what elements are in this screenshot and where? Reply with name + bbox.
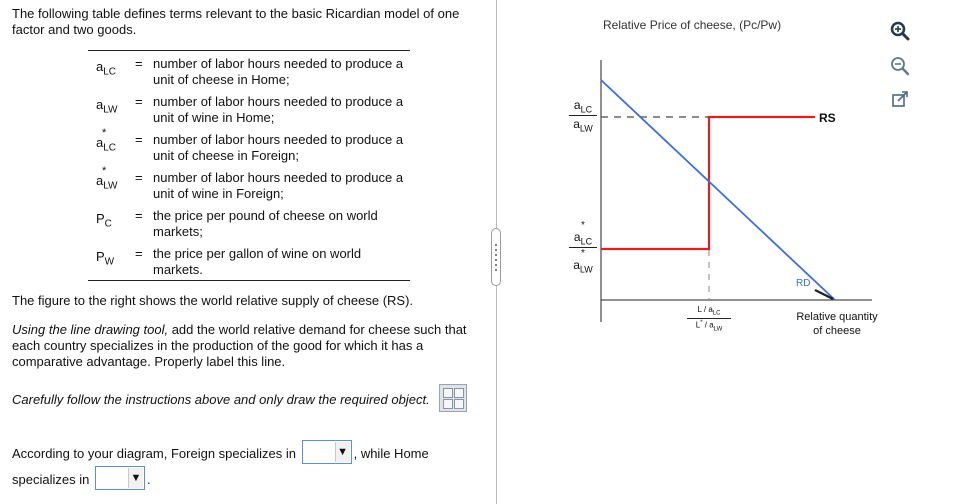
equals-sign: = bbox=[135, 208, 143, 223]
figure-description: The figure to the right shows the world relative supply of cheese (RS). bbox=[12, 293, 414, 308]
rs-curve[interactable] bbox=[601, 117, 815, 249]
zoom-out-icon[interactable] bbox=[888, 54, 912, 78]
instruction-text bbox=[12, 322, 482, 370]
y-label-low: * $a_{LC}$ * $a_{LW}$ bbox=[569, 221, 597, 275]
chevron-down-icon: ▼ bbox=[128, 468, 143, 488]
term-row: * $a_{LC}$ = number of labor hours needed to produce a unit of cheese in Foreign; bbox=[88, 129, 410, 167]
line-drawing-tool-icon[interactable] bbox=[439, 384, 467, 412]
term-definition: number of labor hours needed to produce a unit of cheese in Home; bbox=[153, 56, 404, 87]
y-axis-title: Relative Price of cheese, (Pc/Pw) bbox=[603, 18, 782, 32]
term-definition: number of labor hours needed to produce a unit of wine in Foreign; bbox=[153, 170, 404, 201]
instruction-italic: Using the line drawing tool, bbox=[12, 322, 169, 337]
term-row: * $a_{LW}$ = number of labor hours needed to produce a unit of wine in Foreign; bbox=[88, 167, 410, 205]
term-definition: number of labor hours needed to produce a unit of wine in Home; bbox=[153, 94, 404, 125]
foreign-specialization-dropdown[interactable] bbox=[302, 440, 352, 464]
equals-sign: = bbox=[135, 132, 143, 147]
equals-sign: = bbox=[135, 170, 143, 185]
question-line-1: According to your diagram, Foreign specializes in ▼ , while Home bbox=[12, 434, 429, 462]
home-specialization-dropdown[interactable] bbox=[95, 466, 145, 490]
term-row: $P_C$ = the price per pound of cheese on world markets; bbox=[88, 205, 410, 243]
rd-label: RD bbox=[796, 278, 811, 289]
equals-sign: = bbox=[135, 94, 143, 109]
graph-panel bbox=[497, 0, 960, 504]
term-definition: the price per pound of cheese on world markets; bbox=[153, 208, 378, 239]
zoom-in-icon[interactable] bbox=[888, 19, 912, 43]
term-row: $P_W$ = the price per gallon of wine on world markets. bbox=[88, 243, 410, 281]
term-definition: number of labor hours needed to produce a unit of cheese in Foreign; bbox=[153, 132, 404, 163]
chevron-down-icon: ▼ bbox=[335, 442, 350, 462]
x-axis-title: Relative quantity of cheese bbox=[796, 311, 878, 337]
instruction-rest: add the world relative demand for cheese such that each country specializes in the production of the good for which it has a comparative advantage. Properly label this line. bbox=[12, 322, 467, 369]
rd-line[interactable] bbox=[601, 80, 835, 300]
rs-label: RS bbox=[819, 111, 836, 125]
intro-text: The following table defines terms relevant to the basic Ricardian model of one factor and two goods. bbox=[12, 6, 460, 37]
terms-table bbox=[88, 50, 410, 281]
term-definition: the price per gallon of wine on world markets. bbox=[153, 246, 362, 277]
y-label-high: $a_{LC}$ $a_{LW}$ bbox=[569, 98, 597, 134]
external-link-icon[interactable] bbox=[888, 88, 912, 112]
term-row: $a_{LC}$ = number of labor hours needed to produce a unit of cheese in Home; bbox=[88, 53, 410, 91]
question-line-2: specializes in ▼ . bbox=[12, 460, 151, 488]
equals-sign: = bbox=[135, 246, 143, 261]
careful-note: Carefully follow the instructions above and only draw the required object. bbox=[12, 392, 430, 407]
term-row: $a_{LW}$ = number of labor hours needed to produce a unit of wine in Home; bbox=[88, 91, 410, 129]
equals-sign: = bbox=[135, 56, 143, 71]
x-tick-label: L / $a_{LC}$ $L^* / a_{LW}$ bbox=[687, 305, 731, 332]
